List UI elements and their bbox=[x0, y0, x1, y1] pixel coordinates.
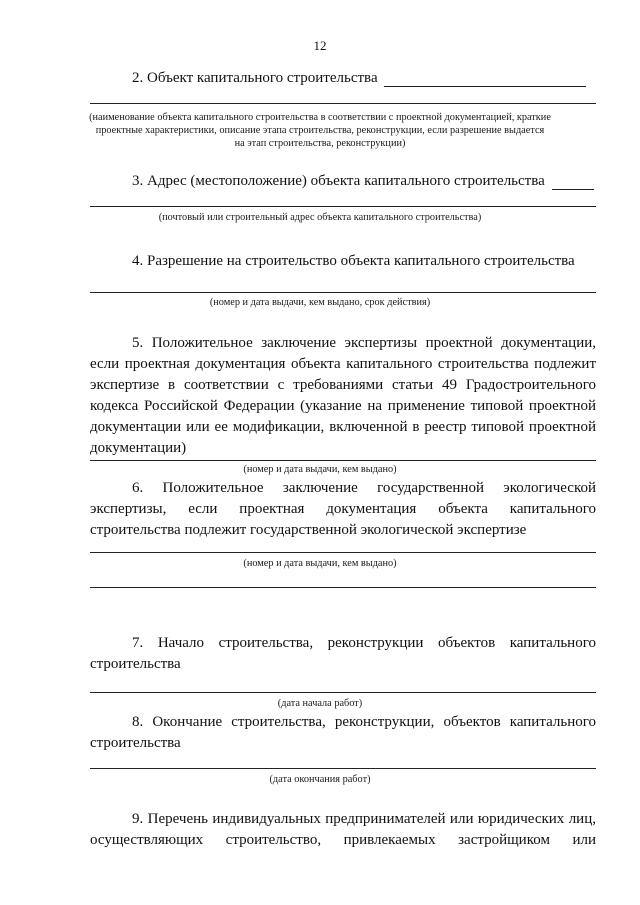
section-2-field-line bbox=[90, 103, 596, 104]
section-4-field-line bbox=[90, 292, 596, 293]
section-2-note-line2: проектные характеристики, описание этапа строительства, реконструкции, если разрешение выдается bbox=[95, 125, 545, 136]
section-4-note: (номер и дата выдачи, кем выдано, срок действия) bbox=[209, 297, 431, 308]
section-3-title: 3. Адрес (местоположение) объекта капитального строительства bbox=[132, 173, 545, 189]
section-7-note: (дата начала работ) bbox=[277, 698, 363, 709]
section-2-title: 2. Объект капитального строительства bbox=[132, 70, 378, 86]
section-2-note-line1: (наименование объекта капитального строительства в соответствии с проектной документацией, краткие bbox=[89, 112, 551, 123]
section-6-note: (номер и дата выдачи, кем выдано) bbox=[243, 558, 397, 569]
section-4-title: 4. Разрешение на строительство объекта капитального строительства bbox=[132, 253, 575, 269]
section-6-extra-line bbox=[90, 587, 596, 588]
section-5-paragraph: 5. Положительное заключение экспертизы проектной документации, если проектная документация объекта капитального строительства подлежит экспертизе в соответствии с требованиями статьи 49 Градостроительного кодекса Российской Федерации (указание на применение типовой проектной документации или ее модификации, включенной в реестр типовой проектной документации) bbox=[90, 335, 596, 456]
section-7-field-line bbox=[90, 692, 596, 693]
section-2-inline-blank bbox=[384, 86, 586, 87]
section-9-paragraph: 9. Перечень индивидуальных предпринимателей или юридических лиц, осуществляющих строительство, привлекаемых застройщиком или bbox=[90, 811, 596, 848]
page-number: 12 bbox=[313, 38, 327, 53]
section-8-paragraph: 8. Окончание строительства, реконструкции, объектов капитального строительства bbox=[90, 714, 596, 751]
section-7-paragraph: 7. Начало строительства, реконструкции объектов капитального строительства bbox=[90, 635, 596, 672]
section-5-note: (номер и дата выдачи, кем выдано) bbox=[243, 464, 397, 475]
section-3-inline-blank bbox=[552, 189, 594, 190]
section-5-field-line bbox=[90, 460, 596, 461]
section-6-paragraph: 6. Положительное заключение государственной экологической экспертизы, если проектная документация объекта капитального строительства подлежит государственной экологической экспертизе bbox=[90, 480, 596, 538]
section-8-note: (дата окончания работ) bbox=[269, 774, 371, 785]
section-2-note-line3: на этап строительства, реконструкции) bbox=[234, 138, 406, 149]
section-6-field-line bbox=[90, 552, 596, 553]
section-8-field-line bbox=[90, 768, 596, 769]
section-3-note: (почтовый или строительный адрес объекта капитального строительства) bbox=[158, 212, 482, 223]
section-3-field-line bbox=[90, 206, 596, 207]
